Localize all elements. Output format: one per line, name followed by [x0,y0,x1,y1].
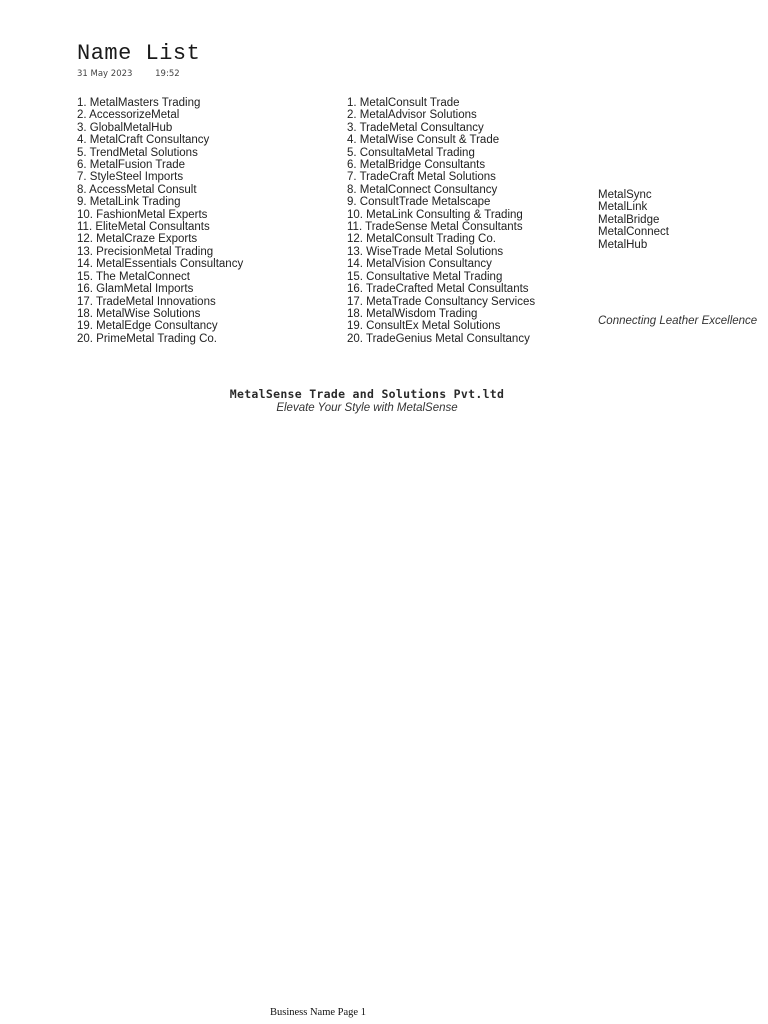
list-item: 6. MetalFusion Trade [77,159,186,172]
list-item: MetalHub [598,238,648,251]
list-item: 16. GlamMetal Imports [77,283,194,296]
company-block [0,387,734,414]
list-item: 13. WiseTrade Metal Solutions [347,245,504,258]
list-item: 14. MetalEssentials Consultancy [77,258,244,271]
name-list-middle [347,97,535,345]
timestamp [77,69,180,79]
list-item: 1. MetalConsult Trade [347,97,460,109]
list-item: 3. GlobalMetalHub [77,121,173,134]
tagline: Connecting Leather Excellence [598,315,758,327]
list-item: MetalSync [598,189,652,201]
list-item: MetalBridge [598,213,660,226]
list-item: 3. TradeMetal Consultancy [347,121,484,134]
list-item: 2. AccessorizeMetal [77,109,180,122]
list-item: 18. MetalWise Solutions [77,307,201,320]
list-item: 19. MetalEdge Consultancy [77,320,218,333]
list-item: 7. TradeCraft Metal Solutions [347,171,496,184]
list-item: 5. ConsultaMetal Trading [347,146,475,159]
list-item: 12. MetalCraze Exports [77,233,198,246]
list-item: 19. ConsultEx Metal Solutions [347,320,501,333]
list-item: 5. TrendMetal Solutions [77,146,198,159]
list-item: 7. StyleSteel Imports [77,171,184,184]
list-item: 15. Consultative Metal Trading [347,270,503,283]
list-item: 8. MetalConnect Consultancy [347,183,498,196]
list-item: 16. TradeCrafted Metal Consultants [347,283,529,296]
time-label: 19:52 [155,69,180,79]
list-item: 1. MetalMasters Trading [77,97,201,109]
page-footer: Business Name Page 1 [270,1007,366,1018]
list-item: 4. MetalCraft Consultancy [77,134,210,147]
date-label: 31 May 2023 [77,69,133,79]
list-item: MetalConnect [598,226,669,239]
list-item: 17. MetaTrade Consultancy Services [347,295,536,308]
list-item: 14. MetalVision Consultancy [347,258,492,271]
list-item: MetalLink [598,201,648,214]
list-item: 20. TradeGenius Metal Consultancy [347,332,530,345]
list-item: 20. PrimeMetal Trading Co. [77,332,217,345]
list-item: 11. TradeSense Metal Consultants [347,221,523,234]
list-item: 13. PrecisionMetal Trading [77,245,214,258]
name-list-right [598,189,669,251]
list-item: 6. MetalBridge Consultants [347,159,486,172]
list-item: 10. FashionMetal Experts [77,208,208,221]
name-list-left [77,97,243,345]
company-slogan: Elevate Your Style with MetalSense [276,402,458,414]
company-name: MetalSense Trade and Solutions Pvt.ltd [229,387,505,401]
list-item: 2. MetalAdvisor Solutions [347,109,477,122]
page-title: Name List [77,41,201,66]
list-item: 17. TradeMetal Innovations [77,295,216,308]
list-item: 4. MetalWise Consult & Trade [347,134,500,147]
list-item: 9. ConsultTrade Metalscape [347,196,491,209]
list-item: 12. MetalConsult Trading Co. [347,233,496,246]
list-item: 15. The MetalConnect [77,270,190,283]
list-item: 10. MetaLink Consulting & Trading [347,208,523,221]
list-item: 11. EliteMetal Consultants [77,221,210,234]
list-item: 9. MetalLink Trading [77,196,181,209]
list-item: 8. AccessMetal Consult [77,183,197,196]
list-item: 18. MetalWisdom Trading [347,307,478,320]
